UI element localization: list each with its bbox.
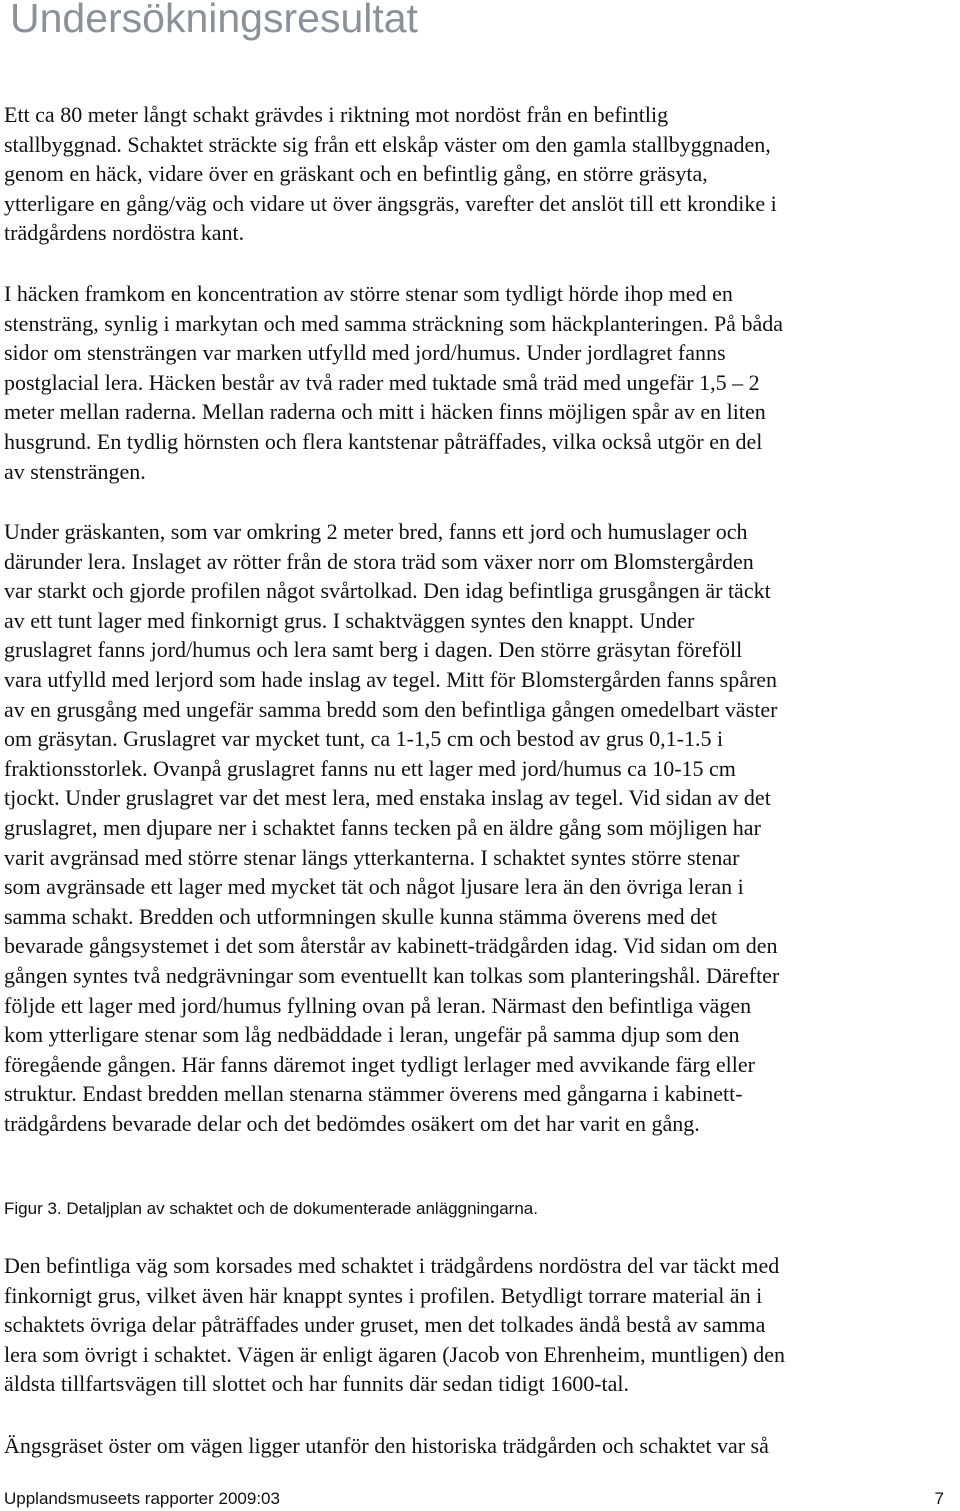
text-line: stallbyggnad. Schaktet sträckte sig från ett elskåp väster om den gamla stallbyggnaden, (4, 131, 771, 157)
text-line: sidor om stensträngen var marken utfylld med jord/humus. Under jordlagret fanns (4, 340, 726, 366)
text-line: gången syntes två nedgrävningar som eventuellt kan tolkas som planteringshål. Därefter (4, 962, 780, 988)
text-line: trädgårdens nordöstra kant. (4, 220, 245, 246)
text-line: trädgårdens bevarade delar och det bedömdes osäkert om det har varit en gång. (4, 1110, 700, 1136)
page-heading: Undersökningsresultat (10, 0, 418, 41)
text-line: Den befintliga väg som korsades med schaktet i trädgårdens nordöstra del var täckt med (4, 1253, 780, 1278)
text-line: postglacial lera. Häcken består av två rader med tuktade små träd med ungefär 1,5 – 2 (4, 369, 760, 395)
text-line: schaktets övriga delar påträffades under gruset, men det tolkades ändå bestå av samma (4, 1312, 766, 1338)
text-line: kom ytterligare stenar som låg nedbäddade i leran, ungefär på samma djup som den (4, 1022, 740, 1048)
paragraph-hacken (4, 279, 956, 486)
text-line: av stensträngen. (4, 458, 146, 484)
text-line: bevarade gångsystemet i det som återstår av kabinett-trädgården idag. Vid sidan om den (4, 933, 778, 959)
text-line: föregående gången. Här fanns däremot inget tydligt lerlager med avvikande färg eller (4, 1051, 755, 1077)
text-line: som avgränsade ett lager med mycket tät och något ljusare lera än den övriga leran i (4, 874, 744, 900)
text-line: ytterligare en gång/väg och vidare ut över ängsgräs, varefter det anslöt till ett krondike i (4, 190, 777, 216)
text-line: samma schakt. Bredden och utformningen skulle kunna stämma överens med det (4, 903, 717, 929)
text-line: Ett ca 80 meter långt schakt grävdes i riktning mot nordöst från en befintlig (4, 102, 669, 127)
footer-page-number: 7 (934, 1489, 944, 1508)
paragraph-befintliga-vag (4, 1251, 956, 1399)
text-line: var starkt och gjorde profilen något svårtolkad. Den idag befintliga grusgången är täckt (4, 578, 771, 604)
text-line: av en grusgång med ungefär samma bredd som den befintliga gången omedelbart väster (4, 696, 778, 722)
text-line: genom en häck, vidare över en gräskant och en befintlig gång, en större gräsyta, (4, 161, 708, 187)
text-line: vara utfylld med lerjord som hade inslag av tegel. Mitt för Blomstergården fanns spåren (4, 666, 778, 692)
text-line: äldsta tillfartsvägen till slottet och har funnits där sedan tidigt 1600-tal. (4, 1371, 630, 1397)
text-line: därunder lera. Inslaget av rötter från de stora träd som växer norr om Blomstergården (4, 548, 754, 574)
text-line: lera som övrigt i schaktet. Vägen är enligt ägaren (Jacob von Ehrenheim, muntligen) den (4, 1341, 785, 1367)
text-line: gruslagret, men djupare ner i schaktet fanns tecken på en äldre gång som möjligen har (4, 814, 761, 840)
text-line: fraktionsstorlek. Ovanpå gruslagret fanns nu ett lager med jord/humus ca 10-15 cm (4, 755, 736, 781)
text-line: struktur. Endast bredden mellan stenarna stämmer överens med gångarna i kabinett- (4, 1081, 743, 1107)
text-line: Ängsgräset öster om vägen ligger utanför den historiska trädgården och schaktet var så (4, 1433, 769, 1458)
text-line: varit avgränsad med större stenar längs ytterkanterna. I schaktet syntes större stenar (4, 844, 740, 870)
text-line: gruslagret fanns jord/humus och lera samt berg i dagen. Den större gräsytan föreföll (4, 637, 743, 663)
text-line: husgrund. En tydlig hörnsten och flera kantstenar påträffades, vilka också utgör en del (4, 428, 763, 454)
footer-publication: Upplandsmuseets rapporter 2009:03 (4, 1489, 280, 1508)
text-line: Under gräskanten, som var omkring 2 meter bred, fanns ett jord och humuslager och (4, 519, 748, 544)
page-footer (4, 1488, 944, 1510)
text-line: följde ett lager med jord/humus fyllning ovan på leran. Närmast den befintliga vägen (4, 992, 752, 1018)
figure-caption: Figur 3. Detaljplan av schaktet och de dokumenterade anläggningarna. (4, 1199, 538, 1218)
text-line: om gräsytan. Gruslagret var mycket tunt, ca 1-1,5 cm och bestod av grus 0,1-1.5 i (4, 726, 724, 752)
text-line: tjockt. Under gruslagret var det mest lera, med enstaka inslag av tegel. Vid sidan av det (4, 785, 771, 811)
paragraph-graskanten (4, 517, 956, 1138)
text-line: av ett tunt lager med finkornigt grus. I schaktväggen syntes den knappt. Under (4, 607, 695, 633)
text-line: stensträng, synlig i markytan och med samma sträckning som häckplanteringen. På båda (4, 310, 783, 336)
paragraph-schakt-intro (4, 100, 956, 248)
text-line: finkornigt grus, vilket även här knappt syntes i profilen. Betydligt torrare material än i (4, 1282, 763, 1308)
text-line: I häcken framkom en koncentration av större stenar som tydligt hörde ihop med en (4, 281, 733, 306)
paragraph-angsgraset (4, 1431, 956, 1461)
text-line: meter mellan raderna. Mellan raderna och mitt i häcken finns möjligen spår av en liten (4, 399, 766, 425)
